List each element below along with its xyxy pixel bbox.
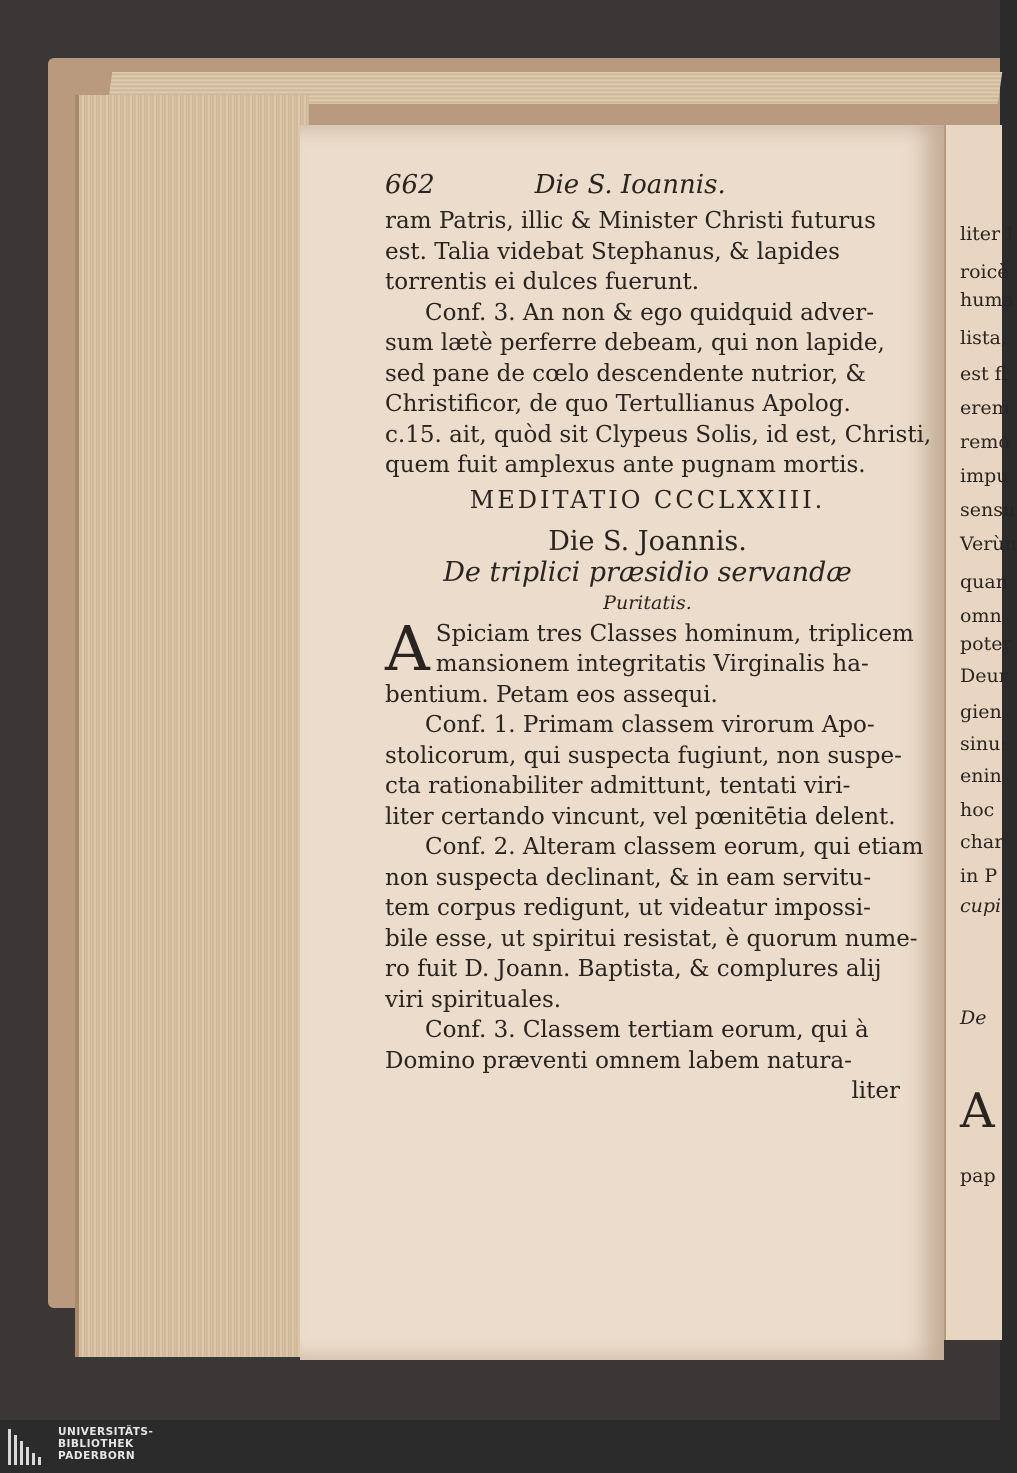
meditation-title: De triplici præsidio servandæ — [443, 556, 852, 588]
footer-bar — [0, 1420, 1000, 1473]
catchword: liter — [851, 1078, 900, 1104]
running-title: Die S. Ioannis. — [534, 170, 726, 200]
day-heading: Die S. Joannis. — [548, 526, 747, 557]
right-page-fragment: A — [960, 1083, 995, 1139]
right-page-fragment: Verùn — [960, 533, 1017, 555]
text-line: Christificor, de quo Tertullianus Apolog. — [385, 391, 851, 417]
right-page-fragment: liter I — [960, 223, 1014, 245]
text-line: Conf. 3. An non & ego quidquid adver- — [425, 299, 874, 326]
text-line: bile esse, ut spiritui resistat, è quorum nume- — [385, 925, 918, 952]
text-line: ram Patris, illic & Minister Christi futurus — [385, 208, 876, 234]
drop-cap: A — [385, 611, 430, 685]
right-page-fragment: huma — [960, 289, 1014, 311]
page-side-edges — [75, 95, 309, 1357]
text-line: bentium. Petam eos assequi. — [385, 681, 718, 708]
text-line: Domino præventi omnem labem natura- — [385, 1047, 852, 1074]
text-line: quem fuit amplexus ante pugnam mortis. — [385, 452, 866, 478]
right-page-fragment: lista, — [960, 327, 1007, 349]
text-line: sed pane de cœlo descendente nutrior, & — [385, 360, 866, 387]
right-page-fragment: enin — [960, 765, 1002, 787]
text-line: non suspecta declinant, & in eam servitu- — [385, 864, 872, 891]
right-page-fragment: hoc — [960, 799, 995, 821]
meditation-heading: MEDITATIO CCCLXXIII. — [469, 485, 826, 514]
logo-line: BIBLIOTHEK — [58, 1438, 134, 1450]
text-line: Conf. 2. Alteram classem eorum, qui etiam — [425, 834, 924, 860]
library-logo-text — [58, 1426, 153, 1462]
text-line: ro fuit D. Joann. Baptista, & complures alij — [385, 956, 882, 982]
text-line: est. Talia videbat Stephanus, & lapides — [385, 238, 840, 265]
right-page-fragment: in P — [960, 865, 998, 887]
logo-line: PADERBORN — [58, 1450, 136, 1462]
library-logo-icon — [8, 1429, 48, 1465]
right-page-fragment: est fl — [960, 363, 1008, 385]
text-line: viri spirituales. — [385, 986, 562, 1013]
text-line: liter certando vincunt, vel pœnitētia delent. — [385, 803, 896, 830]
right-page-fragment: roicè — [960, 261, 1009, 283]
right-page-fragment: omn — [960, 605, 1002, 627]
right-page-fragment: poter — [960, 633, 1012, 655]
right-page-fragment: sensu — [960, 499, 1016, 521]
right-page-fragment: gien — [960, 701, 1002, 723]
considerations-paragraph — [385, 710, 924, 1076]
text-line: Conf. 3. Classem tertiam eorum, qui à — [425, 1017, 869, 1043]
text-line: cta rationabiliter admittunt, tentati viri- — [385, 773, 851, 799]
right-page-fragment: pap — [960, 1165, 996, 1187]
text-line: Spiciam tres Classes hominum, triplicem — [435, 620, 914, 647]
page-text — [385, 170, 932, 1107]
right-page-fragment: remo — [960, 431, 1010, 453]
text-line: Conf. 1. Primam classem virorum Apo- — [425, 712, 875, 738]
opening-paragraph — [385, 611, 914, 711]
consideration-3-paragraph — [385, 298, 932, 481]
page-number: 662 — [385, 170, 435, 200]
text-line: mansionem integritatis Virginalis ha- — [435, 651, 869, 677]
right-page — [944, 125, 1017, 1340]
text-line: stolicorum, qui suspecta fugiunt, non suspe- — [385, 742, 902, 769]
meditation-subtitle: Puritatis. — [603, 592, 692, 614]
text-line: sum lætè perferre debeam, qui non lapide, — [385, 330, 885, 356]
paragraph-continuation — [385, 206, 910, 298]
text-line: tem corpus redigunt, ut videatur impossi- — [385, 895, 871, 921]
text-line: c.15. ait, quòd sit Clypeus Solis, id est, Christi, — [385, 421, 932, 448]
text-line: torrentis ei dulces fuerunt. — [385, 269, 700, 295]
right-page-fragment: quan — [960, 571, 1008, 593]
running-head — [385, 170, 910, 200]
logo-line: UNIVERSITÄTS- — [58, 1426, 154, 1438]
right-page-fragment: impu — [960, 465, 1009, 487]
right-page-fragment: char — [960, 831, 1004, 853]
right-page-fragment: cupi — [960, 895, 1002, 917]
right-page-fragment: Deur — [960, 665, 1008, 687]
right-page-fragment: erem — [960, 397, 1010, 419]
right-page-fragment: De — [960, 1007, 987, 1029]
right-page-fragment: sinu: — [960, 733, 1007, 755]
